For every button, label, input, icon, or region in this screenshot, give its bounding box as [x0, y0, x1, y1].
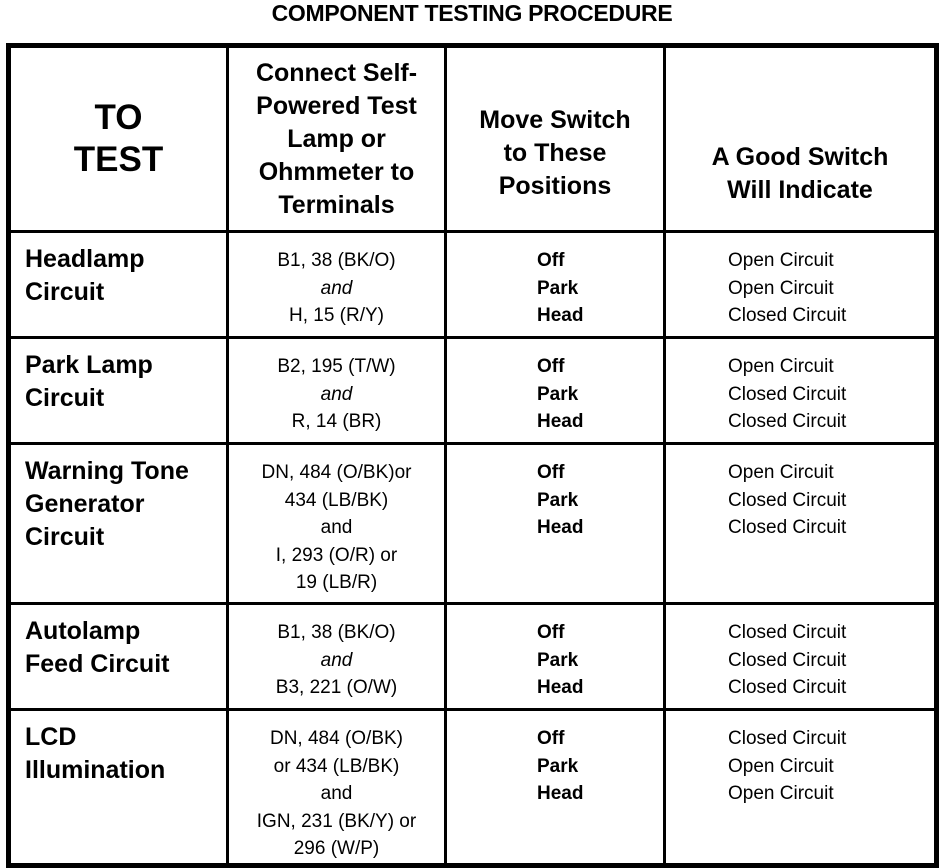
table-row: [9, 710, 937, 866]
position-line: Head: [537, 783, 584, 804]
header-positions: [446, 46, 665, 232]
terminal-line: and: [320, 383, 353, 405]
position-line: Head: [537, 411, 584, 432]
terminals-cell: [228, 444, 446, 604]
terminal-line: B3, 221 (O/W): [275, 677, 398, 698]
test-name-cell: [9, 604, 228, 710]
indication-line: Open Circuit: [728, 277, 834, 299]
terminal-line: B1, 38 (BK/O): [277, 622, 396, 643]
table-row: [9, 232, 937, 338]
terminals-cell: [228, 710, 446, 866]
test-name-cell: [9, 710, 228, 866]
position-line: Off: [537, 462, 565, 483]
header-text-line: Will Indicate: [727, 176, 873, 204]
terminal-line: 296 (W/P): [293, 838, 380, 859]
test-name-line: Generator: [25, 490, 145, 518]
page-title: COMPONENT TESTING PROCEDURE: [271, 0, 673, 26]
position-line: Off: [537, 622, 565, 643]
terminal-line: B1, 38 (BK/O): [277, 250, 396, 271]
terminal-line: DN, 484 (O/BK)or: [261, 462, 412, 483]
indication-cell: [665, 338, 937, 444]
header-text-line: Powered Test: [256, 91, 417, 120]
header-text-line: TO: [94, 98, 143, 137]
terminal-line: I, 293 (O/R) or: [275, 544, 398, 566]
test-name-line: Autolamp: [25, 617, 141, 645]
header-text-line: to These: [503, 138, 607, 167]
terminals-cell: [228, 604, 446, 710]
indication-line: Closed Circuit: [728, 383, 847, 405]
header-row: [9, 46, 937, 232]
header-indicate: [665, 46, 937, 232]
terminal-line: DN, 484 (O/BK): [269, 728, 404, 749]
indication-line: Closed Circuit: [728, 489, 847, 511]
test-name-cell: [9, 444, 228, 604]
terminal-line: 434 (LB/BK): [284, 489, 389, 511]
header-text-line: Terminals: [278, 190, 395, 219]
indication-line: Closed Circuit: [728, 677, 847, 698]
position-line: Park: [537, 755, 579, 777]
terminal-line: B2, 195 (T/W): [277, 356, 396, 377]
indication-line: Open Circuit: [728, 250, 834, 271]
position-line: Head: [537, 677, 584, 698]
indication-line: Closed Circuit: [728, 728, 847, 749]
test-name-line: Illumination: [25, 756, 166, 784]
terminal-line: and: [320, 277, 353, 299]
header-text-line: Positions: [498, 171, 612, 200]
positions-cell: [446, 232, 665, 338]
positions-cell: [446, 710, 665, 866]
header-text-line: Move Switch: [479, 105, 631, 134]
header-text-line: Connect Self-: [255, 58, 418, 87]
indication-cell: [665, 604, 937, 710]
header-terminals: [228, 46, 446, 232]
header-text-line: Lamp or: [287, 124, 386, 153]
header-text-line: A Good Switch: [711, 143, 889, 171]
indication-line: Open Circuit: [728, 783, 834, 804]
position-line: Park: [537, 277, 579, 299]
position-line: Off: [537, 356, 565, 377]
position-line: Off: [537, 250, 565, 271]
terminal-line: or 434 (LB/BK): [273, 755, 400, 777]
position-line: Park: [537, 489, 579, 511]
positions-cell: [446, 604, 665, 710]
terminals-cell: [228, 338, 446, 444]
indication-line: Closed Circuit: [728, 411, 847, 432]
test-name-line: Circuit: [25, 278, 105, 306]
indication-cell: [665, 710, 937, 866]
header-text-line: TEST: [73, 140, 164, 179]
position-line: Park: [537, 383, 579, 405]
terminals-cell: [228, 232, 446, 338]
indication-line: Closed Circuit: [728, 649, 847, 671]
positions-cell: [446, 338, 665, 444]
test-name-line: Circuit: [25, 523, 105, 551]
component-testing-table: [6, 43, 939, 868]
table-row: [9, 444, 937, 604]
terminal-line: and: [320, 517, 353, 538]
table-row: [9, 604, 937, 710]
test-name-cell: [9, 338, 228, 444]
positions-cell: [446, 444, 665, 604]
indication-cell: [665, 444, 937, 604]
test-name-line: Circuit: [25, 384, 105, 412]
terminal-line: H, 15 (R/Y): [288, 305, 385, 326]
test-name-cell: [9, 232, 228, 338]
indication-line: Closed Circuit: [728, 517, 847, 538]
table-row: [9, 338, 937, 444]
position-line: Park: [537, 649, 579, 671]
test-name-line: LCD: [25, 723, 77, 751]
indication-line: Closed Circuit: [728, 305, 847, 326]
position-line: Head: [537, 517, 584, 538]
header-text-line: Ohmmeter to: [258, 157, 415, 186]
terminal-line: and: [320, 783, 353, 804]
position-line: Head: [537, 305, 584, 326]
indication-line: Open Circuit: [728, 755, 834, 777]
indication-line: Open Circuit: [728, 462, 834, 483]
terminal-line: R, 14 (BR): [291, 411, 382, 432]
indication-line: Closed Circuit: [728, 622, 847, 643]
test-name-line: Feed Circuit: [25, 650, 170, 678]
terminal-line: and: [320, 649, 353, 671]
test-name-line: Park Lamp: [25, 351, 153, 379]
terminal-line: IGN, 231 (BK/Y) or: [256, 810, 417, 832]
terminal-line: 19 (LB/R): [295, 572, 378, 593]
position-line: Off: [537, 728, 565, 749]
test-name-line: Headlamp: [25, 245, 145, 273]
indication-line: Open Circuit: [728, 356, 834, 377]
test-name-line: Warning Tone: [25, 457, 189, 485]
indication-cell: [665, 232, 937, 338]
header-to-test: [9, 46, 228, 232]
